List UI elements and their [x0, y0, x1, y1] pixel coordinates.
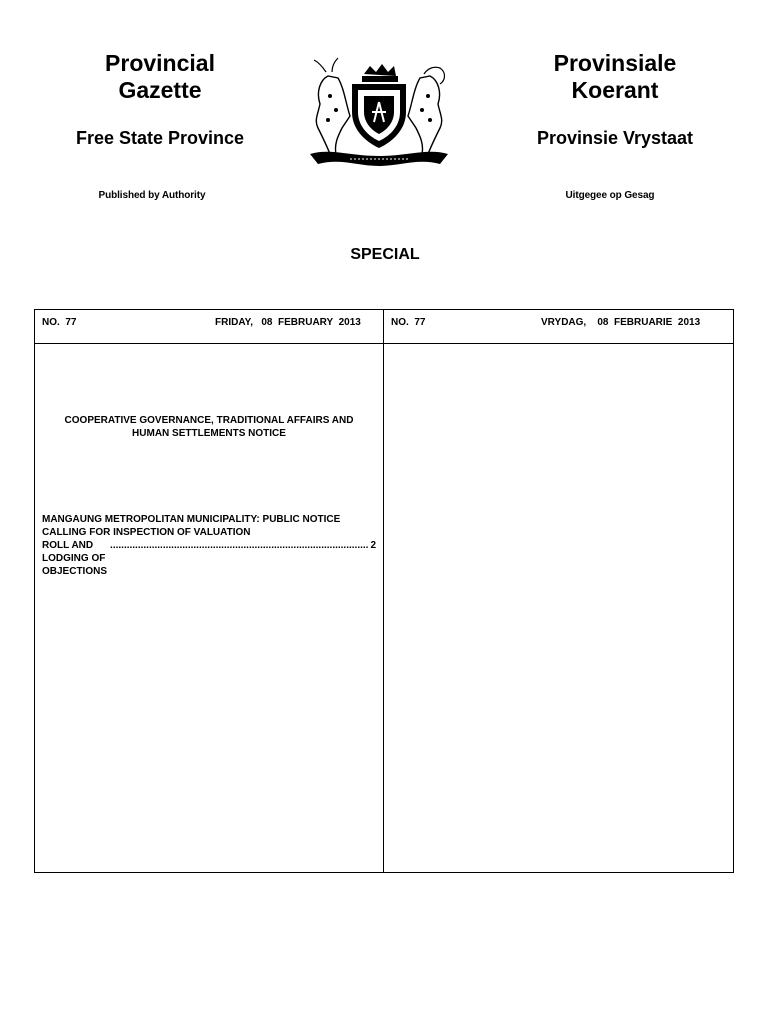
province-english: Free State Province	[75, 128, 245, 148]
date-af: 08 FEBRUARIE 2013	[597, 317, 701, 328]
issue-date-en	[215, 317, 361, 328]
issue-date-af	[541, 317, 700, 328]
notice-heading	[44, 414, 374, 440]
notice-heading-line2: HUMAN SETTLEMENTS NOTICE	[132, 428, 286, 439]
province-afrikaans: Provinsie Vrystaat	[536, 128, 694, 148]
issue-number-af	[391, 317, 425, 328]
gazette-title-afrikaans	[495, 50, 735, 104]
no-value-af: 77	[414, 317, 426, 328]
no-label-en: NO.	[42, 317, 60, 328]
gazette-title-line2: Gazette	[118, 77, 202, 103]
date-en: 08 FEBRUARY 2013	[261, 317, 361, 328]
header-divider	[34, 343, 734, 344]
day-en: FRIDAY,	[215, 317, 253, 328]
dot-leader: .............................................................................................	[110, 540, 369, 551]
entry-page-number: 2	[370, 540, 376, 551]
contents-frame	[34, 309, 734, 873]
issue-number-en	[42, 317, 76, 328]
notice-heading-line1: COOPERATIVE GOVERNANCE, TRADITIONAL AFFAIRS AND	[64, 415, 354, 426]
no-value-en: 77	[65, 317, 77, 328]
edition-label: SPECIAL	[350, 246, 420, 263]
column-divider	[383, 309, 384, 873]
day-af: VRYDAG,	[541, 317, 587, 328]
entry-line1: MANGAUNG METROPOLITAN MUNICIPALITY: PUBLIC NOTICE	[42, 514, 341, 525]
entry-line3	[42, 539, 376, 578]
gazette-title-english	[40, 50, 280, 104]
gazette-title-line1: Provincial	[105, 50, 215, 76]
no-label-af: NO.	[391, 317, 409, 328]
entry-line2: CALLING FOR INSPECTION OF VALUATION	[42, 527, 251, 538]
published-by-authority: Published by Authority	[98, 190, 206, 201]
entry-line3-text: ROLL AND LODGING OF OBJECTIONS	[42, 540, 108, 577]
coat-of-arms-icon	[300, 58, 458, 170]
uitgegee-op-gesag: Uitgegee op Gesag	[565, 190, 655, 201]
koerant-title-line1: Provinsiale	[553, 50, 677, 76]
contents-entry[interactable]	[42, 513, 376, 578]
koerant-title-line2: Koerant	[571, 77, 659, 103]
